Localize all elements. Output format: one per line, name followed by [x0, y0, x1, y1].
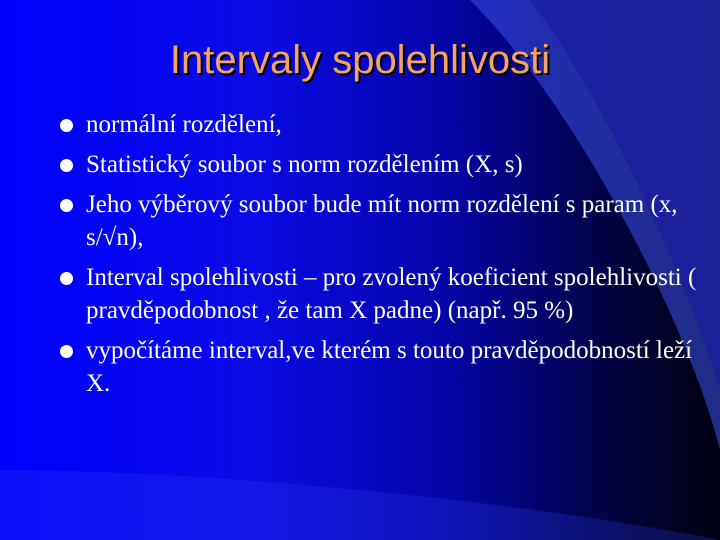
list-item	[60, 108, 700, 141]
list-item	[60, 188, 700, 254]
bullet-dot-icon	[60, 159, 73, 172]
bullet-dot-icon	[60, 199, 73, 212]
list-item	[60, 334, 700, 400]
bullet-text: Jeho výběrový soubor bude mít norm rozdělení s param (x, s/√n),	[86, 191, 678, 251]
bullet-dot-icon	[60, 345, 73, 358]
list-item	[60, 261, 700, 327]
bullet-list	[60, 108, 700, 407]
bullet-dot-icon	[60, 272, 73, 285]
slide-title: Intervaly spolehlivosti	[169, 38, 551, 82]
bullet-dot-icon	[60, 119, 73, 132]
bullet-text: Interval spolehlivosti – pro zvolený koeficient spolehlivosti ( pravděpodobnost , že tam X padne) (např. 95 %)	[86, 264, 697, 324]
list-item	[60, 148, 700, 181]
bullet-text: Statistický soubor s norm rozdělením (X, s)	[86, 151, 523, 178]
bullet-text: normální rozdělení,	[86, 111, 282, 138]
bullet-text: vypočítáme interval,ve kterém s touto pravděpodobností leží X.	[86, 337, 693, 397]
